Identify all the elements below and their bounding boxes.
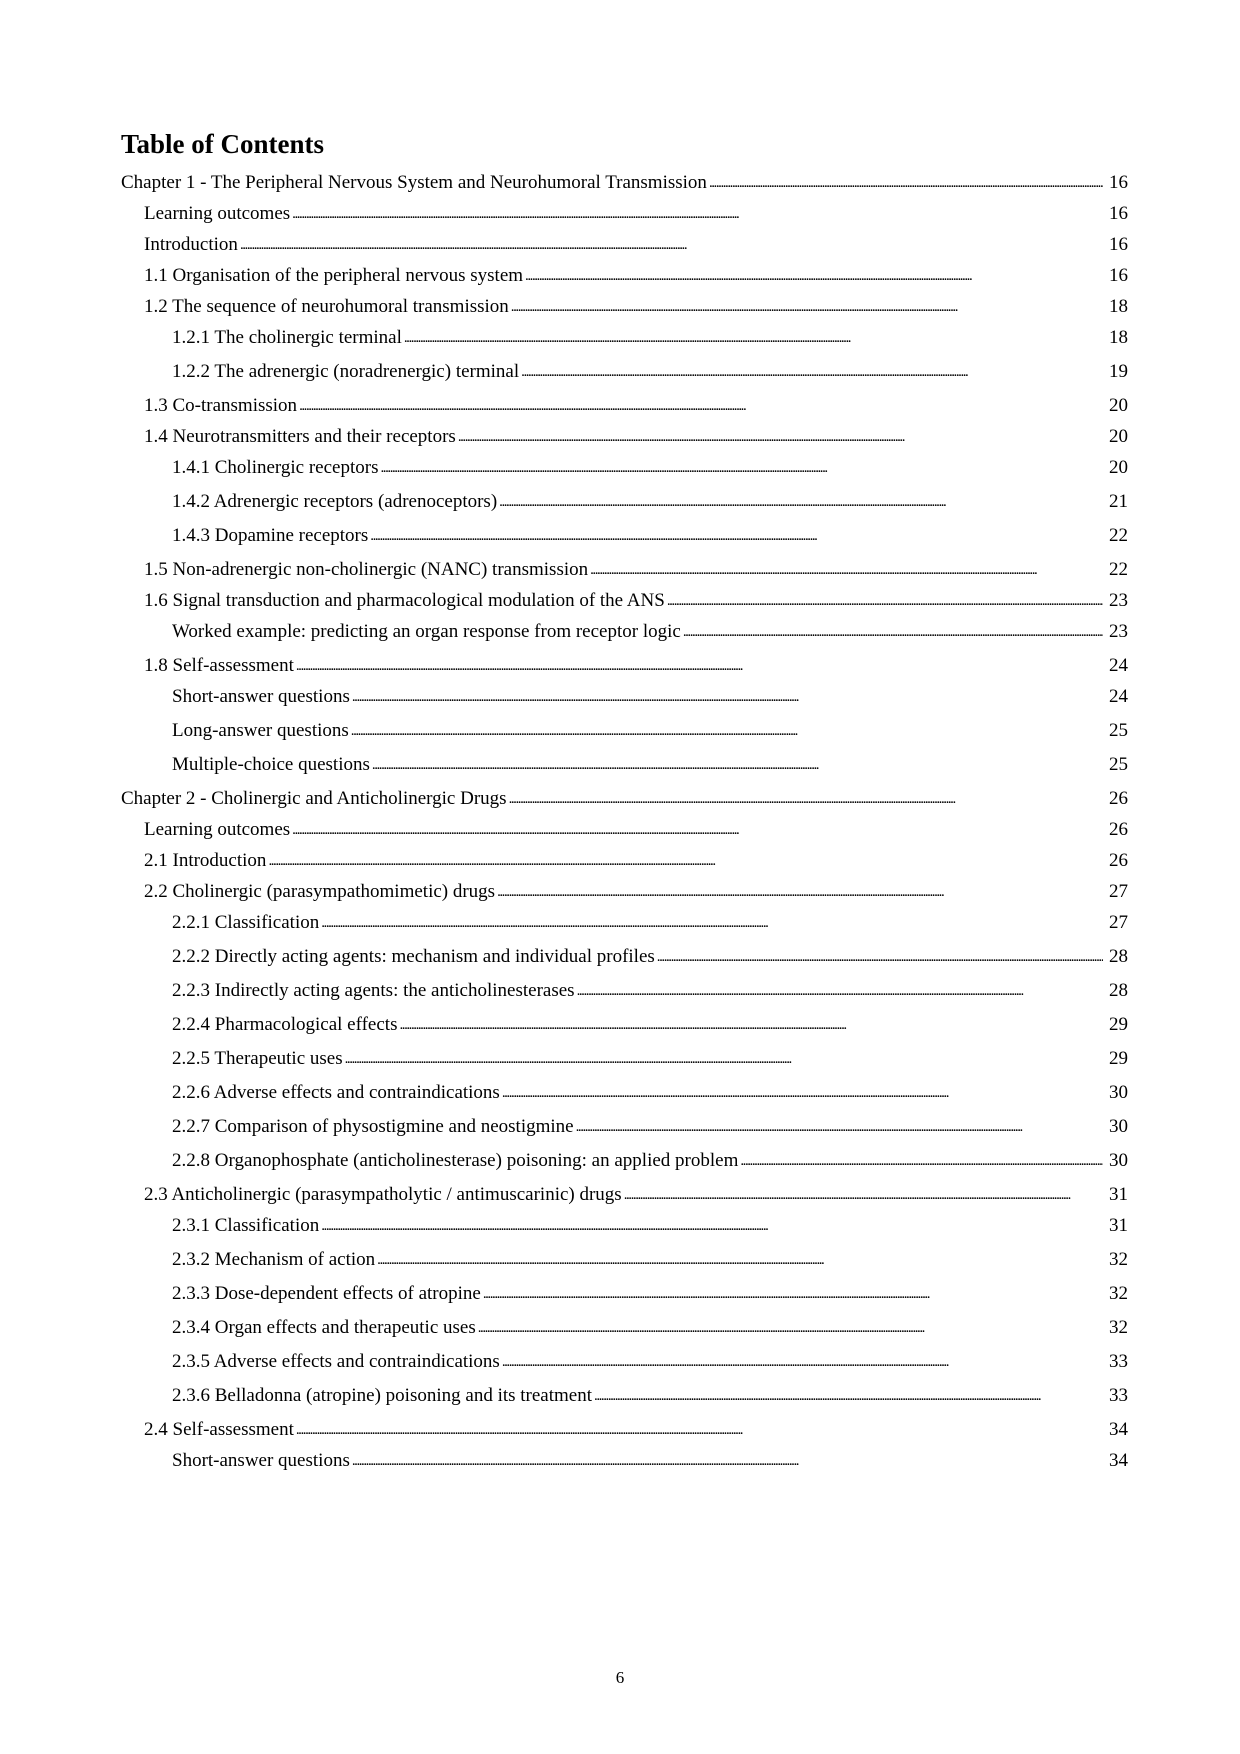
toc-entry-label: 2.2 Cholinergic (parasympathomimetic) drugs: [144, 881, 496, 902]
toc-entry[interactable]: [121, 586, 1128, 612]
toc-entry-page: 16: [1109, 203, 1128, 224]
toc-entry[interactable]: [121, 908, 1128, 934]
toc-entry[interactable]: [121, 1279, 1128, 1305]
toc-entry-label: 2.3.1 Classification: [172, 1215, 320, 1236]
toc-entry-label: 2.2.6 Adverse effects and contraindications: [172, 1082, 500, 1103]
toc-entry[interactable]: [121, 521, 1128, 547]
toc-entry-label: 2.3.4 Organ effects and therapeutic uses: [172, 1317, 476, 1338]
toc-entry-page: 26: [1109, 819, 1128, 840]
toc-entry-label: 2.3 Anticholinergic (parasympatholytic / antimuscarinic) drugs: [144, 1184, 622, 1205]
dot-leader: [657, 945, 1103, 968]
toc-entry-label: 2.2.2 Directly acting agents: mechanism and individual profiles: [172, 946, 655, 967]
toc-entry-page: 28: [1109, 980, 1128, 1001]
dot-leader: [511, 295, 1103, 318]
dot-leader: [577, 979, 1103, 1002]
dot-leader: [321, 1214, 1103, 1237]
toc-entry-page: 20: [1109, 457, 1128, 478]
toc-entry[interactable]: [121, 716, 1128, 742]
toc-entry-label: Introduction: [144, 234, 238, 255]
toc-entry-page: 18: [1109, 296, 1128, 317]
toc-entry-label: Learning outcomes: [144, 203, 291, 224]
dot-leader: [709, 171, 1103, 194]
toc-entry-label: 2.2.4 Pharmacological effects: [172, 1014, 398, 1035]
toc-entry-page: 24: [1109, 655, 1128, 676]
toc-entry[interactable]: [121, 682, 1128, 708]
toc-entry-page: 18: [1109, 327, 1128, 348]
dot-leader: [478, 1316, 1103, 1339]
toc-page: [121, 126, 1128, 1471]
toc-entry[interactable]: [121, 555, 1128, 581]
toc-entry-page: 32: [1109, 1249, 1128, 1270]
toc-entry-page: 27: [1109, 912, 1128, 933]
dot-leader: [377, 1248, 1103, 1271]
toc-entry-page: 32: [1109, 1317, 1128, 1338]
toc-entry[interactable]: [121, 487, 1128, 513]
dot-leader: [345, 1047, 1103, 1070]
toc-entry[interactable]: [121, 391, 1128, 417]
toc-entry-page: 33: [1109, 1351, 1128, 1372]
toc-entry-page: 31: [1109, 1184, 1128, 1205]
dot-leader: [299, 394, 1103, 417]
dot-leader: [502, 1350, 1103, 1373]
toc-entry-page: 28: [1109, 946, 1128, 967]
dot-leader: [499, 490, 1103, 513]
dot-leader: [683, 620, 1103, 643]
toc-entry-label: 2.2.5 Therapeutic uses: [172, 1048, 343, 1069]
toc-entry-page: 23: [1109, 621, 1128, 642]
toc-entry-page: 34: [1109, 1419, 1128, 1440]
toc-entry-page: 16: [1109, 172, 1128, 193]
toc-entry[interactable]: [121, 1180, 1128, 1206]
toc-entry-label: 2.4 Self-assessment: [144, 1419, 294, 1440]
toc-entry[interactable]: [121, 230, 1128, 256]
dot-leader: [321, 911, 1103, 934]
toc-entry-page: 20: [1109, 426, 1128, 447]
toc-entry[interactable]: [121, 323, 1128, 349]
toc-entry[interactable]: [121, 1010, 1128, 1036]
toc-entry-page: 27: [1109, 881, 1128, 902]
toc-entry-page: 30: [1109, 1150, 1128, 1171]
toc-entry[interactable]: [121, 1211, 1128, 1237]
toc-entry[interactable]: [121, 199, 1128, 225]
dot-leader: [502, 1081, 1103, 1104]
dot-leader: [292, 818, 1103, 841]
dot-leader: [372, 753, 1103, 776]
dot-leader: [576, 1115, 1103, 1138]
dot-leader: [381, 456, 1104, 479]
toc-entry-page: 21: [1109, 491, 1128, 512]
toc-entry-page: 29: [1109, 1014, 1128, 1035]
toc-entry-page: 16: [1109, 265, 1128, 286]
toc-entry[interactable]: [121, 1078, 1128, 1104]
dot-leader: [296, 1418, 1103, 1441]
dot-leader: [667, 589, 1103, 612]
toc-entry-label: 1.4.3 Dopamine receptors: [172, 525, 369, 546]
dot-leader: [352, 685, 1103, 708]
toc-entry-label: 2.3.5 Adverse effects and contraindications: [172, 1351, 500, 1372]
toc-entry-page: 20: [1109, 395, 1128, 416]
toc-entry-label: Worked example: predicting an organ response from receptor logic: [172, 621, 681, 642]
toc-entry[interactable]: [121, 651, 1128, 677]
dot-leader: [497, 880, 1103, 903]
toc-entry[interactable]: [121, 168, 1128, 194]
toc-entry-page: 34: [1109, 1450, 1128, 1471]
toc-entry[interactable]: [121, 292, 1128, 318]
toc-entry-label: Chapter 2 - Cholinergic and Anticholinergic Drugs: [121, 788, 507, 809]
toc-entry-label: 2.2.8 Organophosphate (anticholinesterase) poisoning: an applied problem: [172, 1150, 739, 1171]
toc-entry-page: 33: [1109, 1385, 1128, 1406]
toc-entry-label: 1.6 Signal transduction and pharmacological modulation of the ANS: [144, 590, 665, 611]
dot-leader: [483, 1282, 1103, 1305]
toc-entry-label: 2.2.1 Classification: [172, 912, 320, 933]
toc-entry-label: 1.4.1 Cholinergic receptors: [172, 457, 379, 478]
toc-entry[interactable]: [121, 357, 1128, 383]
toc-entry-page: 22: [1109, 559, 1128, 580]
dot-leader: [594, 1384, 1103, 1407]
toc-entry-label: 1.4.2 Adrenergic receptors (adrenoceptors): [172, 491, 498, 512]
toc-entry-label: 2.1 Introduction: [144, 850, 267, 871]
toc-entry-label: Short-answer questions: [172, 1450, 350, 1471]
toc-entry-page: 26: [1109, 788, 1128, 809]
toc-entry-label: 1.5 Non-adrenergic non-cholinergic (NANC) transmission: [144, 559, 589, 580]
toc-entry[interactable]: [121, 1146, 1128, 1172]
dot-leader: [370, 524, 1103, 547]
toc-entry[interactable]: [121, 784, 1128, 810]
toc-entry[interactable]: [121, 846, 1128, 872]
toc-entry-label: 2.2.7 Comparison of physostigmine and neostigmine: [172, 1116, 574, 1137]
toc-entry[interactable]: [121, 1347, 1128, 1373]
toc-entry[interactable]: [121, 1245, 1128, 1271]
toc-entry-label: 1.2.2 The adrenergic (noradrenergic) terminal: [172, 361, 520, 382]
toc-entry-label: 1.1 Organisation of the peripheral nervous system: [144, 265, 524, 286]
toc-entry-label: Multiple-choice questions: [172, 754, 370, 775]
dot-leader: [624, 1183, 1103, 1206]
toc-entry-page: 19: [1109, 361, 1128, 382]
dot-leader: [296, 654, 1103, 677]
toc-entry[interactable]: [121, 750, 1128, 776]
toc-entry-page: 24: [1109, 686, 1128, 707]
toc-entry[interactable]: [121, 815, 1128, 841]
toc-entry[interactable]: [121, 1381, 1128, 1407]
dot-leader: [351, 719, 1103, 742]
dot-leader: [268, 849, 1103, 872]
toc-entry[interactable]: [121, 976, 1128, 1002]
toc-entry[interactable]: [121, 617, 1128, 643]
toc-entry[interactable]: [121, 453, 1128, 479]
dot-leader: [509, 787, 1103, 810]
toc-entry-page: 22: [1109, 525, 1128, 546]
dot-leader: [404, 326, 1103, 349]
dot-leader: [740, 1149, 1103, 1172]
dot-leader: [525, 264, 1103, 287]
toc-entry[interactable]: [121, 942, 1128, 968]
toc-entry-label: 1.2.1 The cholinergic terminal: [172, 327, 402, 348]
toc-entry[interactable]: [121, 1415, 1128, 1441]
toc-entry-label: 1.2 The sequence of neurohumoral transmission: [144, 296, 509, 317]
toc-entry-page: 16: [1109, 234, 1128, 255]
dot-leader: [352, 1449, 1103, 1472]
page-number: 6: [615, 1668, 625, 1687]
toc-entry-label: Short-answer questions: [172, 686, 350, 707]
toc-entry-label: Learning outcomes: [144, 819, 291, 840]
toc-entry-label: 2.3.3 Dose-dependent effects of atropine: [172, 1283, 481, 1304]
toc-entry-page: 23: [1109, 590, 1128, 611]
toc-entry-page: 29: [1109, 1048, 1128, 1069]
dot-leader: [292, 202, 1103, 225]
toc-entry-page: 30: [1109, 1116, 1128, 1137]
toc-entry[interactable]: [121, 1313, 1128, 1339]
toc-entry-label: 1.3 Co-transmission: [144, 395, 298, 416]
toc-entry-page: 25: [1109, 720, 1128, 741]
dot-leader: [399, 1013, 1103, 1036]
toc-entry-page: 25: [1109, 754, 1128, 775]
dot-leader: [521, 360, 1103, 383]
toc-entry-page: 31: [1109, 1215, 1128, 1236]
dot-leader: [458, 425, 1103, 448]
toc-entry[interactable]: [121, 1112, 1128, 1138]
dot-leader: [590, 558, 1103, 581]
toc-entry[interactable]: [121, 1446, 1128, 1472]
toc-entry[interactable]: [121, 422, 1128, 448]
toc-entry-label: Long-answer questions: [172, 720, 349, 741]
dot-leader: [240, 233, 1103, 256]
toc-entry-label: 1.8 Self-assessment: [144, 655, 294, 676]
toc-entry-label: 2.3.6 Belladonna (atropine) poisoning and its treatment: [172, 1385, 593, 1406]
toc-entry-label: Chapter 1 - The Peripheral Nervous System and Neurohumoral Transmission: [121, 172, 707, 193]
toc-entry-label: 1.4 Neurotransmitters and their receptors: [144, 426, 456, 447]
toc-entry[interactable]: [121, 877, 1128, 903]
toc-title: Table of Contents: [121, 129, 325, 159]
toc-entry[interactable]: [121, 1044, 1128, 1070]
toc-entry[interactable]: [121, 261, 1128, 287]
toc-entry-label: 2.2.3 Indirectly acting agents: the anticholinesterases: [172, 980, 575, 1001]
toc-entry-label: 2.3.2 Mechanism of action: [172, 1249, 376, 1270]
toc-entry-page: 26: [1109, 850, 1128, 871]
toc-entry-page: 32: [1109, 1283, 1128, 1304]
toc-entry-page: 30: [1109, 1082, 1128, 1103]
